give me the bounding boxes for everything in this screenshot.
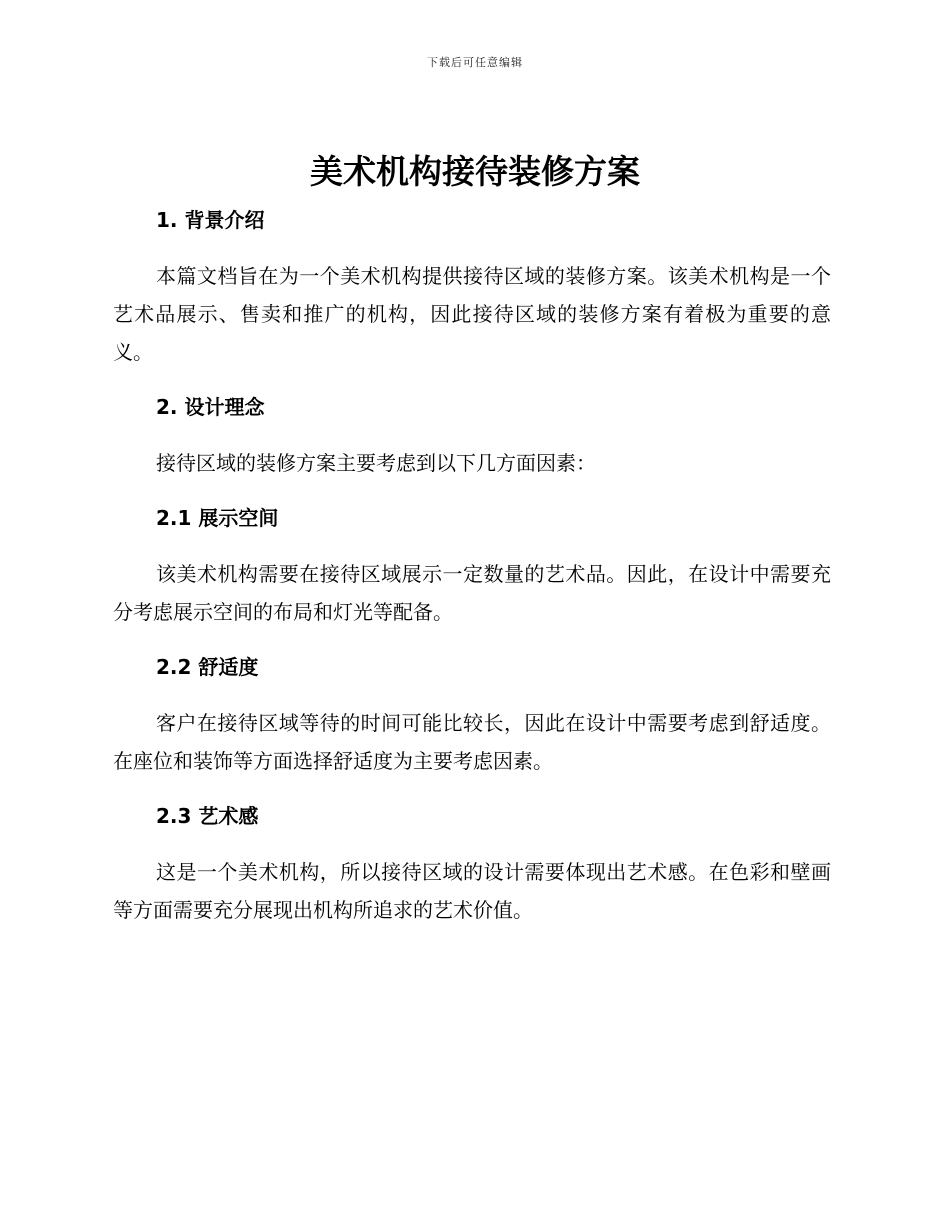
section-heading: 1. 背景介绍	[156, 208, 265, 232]
header-note: 下载后可任意编辑	[427, 56, 523, 69]
section-display-space	[113, 500, 831, 649]
section-background	[113, 202, 831, 389]
section-paragraph: 接待区域的装修方案主要考虑到以下几方面因素：	[156, 451, 596, 475]
section-paragraph: 该美术机构需要在接待区域展示一定数量的艺术品。因此，在设计中需要充分考虑展示空间的布局和灯光等配备。	[113, 562, 831, 624]
section-paragraph: 本篇文档旨在为一个美术机构提供接待区域的装修方案。该美术机构是一个艺术品展示、售卖和推广的机构，因此接待区域的装修方案有着极为重要的意义。	[113, 264, 831, 364]
section-heading: 2.3 艺术感	[156, 804, 259, 828]
section-heading: 2. 设计理念	[156, 395, 265, 419]
section-paragraph: 客户在接待区域等待的时间可能比较长，因此在设计中需要考虑到舒适度。在座位和装饰等方面选择舒适度为主要考虑因素。	[113, 711, 831, 773]
section-paragraph: 这是一个美术机构，所以接待区域的设计需要体现出艺术感。在色彩和壁画等方面需要充分展现出机构所追求的艺术价值。	[113, 860, 831, 922]
document-body	[113, 202, 831, 929]
section-heading: 2.1 展示空间	[156, 506, 279, 530]
document-title: 美术机构接待装修方案	[310, 152, 640, 191]
section-comfort	[113, 649, 831, 798]
section-heading: 2.2 舒适度	[156, 655, 259, 679]
section-design-concept	[113, 389, 831, 500]
section-artistic-sense	[113, 798, 831, 929]
